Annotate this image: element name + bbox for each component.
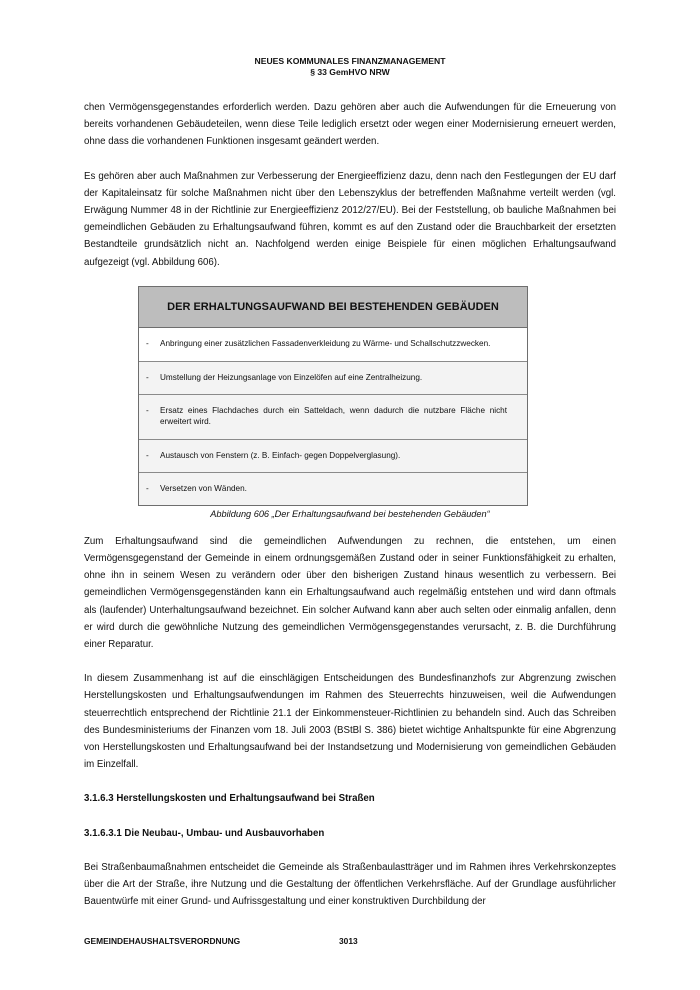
dash-bullet: - <box>146 405 149 415</box>
page-number: 3013 <box>339 936 358 946</box>
subsection-heading: 3.1.6.3.1 Die Neubau-, Umbau- und Ausbauvorhaben <box>84 827 325 839</box>
section-heading: 3.1.6.3 Herstellungskosten und Erhaltungsaufwand bei Straßen <box>84 793 375 805</box>
page-content <box>84 99 616 927</box>
paragraph: In diesem Zusammenhang ist auf die einschlägigen Entscheidungen des Bundesfinanzhofs zur Abgrenzung zwischen Herstellungskosten und Erhaltungsaufwendungen im Rahmen des Steuerrechts hinzuweisen, weil die Aufwendungen steuerrechtlich entsprechend der Richtlinie 21.1 der Einkommensteuer-Richtlinien zu behandeln sind. Auch das Schreiben des Bundesministeriums der Finanzen vom 18. Juli 2003 (BStBl S. 386) bietet wichtige Anhaltspunkte für eine Abgrenzung von Herstellungskosten und Erhaltungsaufwand bei der Instandsetzung und Modernisierung von gemeindlichen Gebäuden im Einzelfall. <box>84 673 616 771</box>
figure-row-text: Ersatz eines Flachdaches durch ein Satteldach, wenn dadurch die nutzbare Fläche nicht erweitert wird. <box>160 405 507 426</box>
paragraph: Zum Erhaltungsaufwand sind die gemeindlichen Aufwendungen zu rechnen, die entstehen, um einen Vermögensgegenstand der Gemeinde in einem ordnungsgemäßen Zustand oder in seiner Funktionsfähigkeit zu erhalten, ohne ihn in seinem Wesen zu verändern oder über den bisherigen Zustand hinaus wesentlich zu verbessern. Bei gemeindlichen Vermögensgegenständen kann ein Erhaltungsaufwand auch regelmäßig entstehen und wird dann oftmals als (laufender) Unterhaltungsaufwand bezeichnet. Ein solcher Aufwand kann aber auch selten oder einmalig anfallen, denn er wird durch die gewöhnliche Nutzung des gemeindlichen Vermögensgegenstandes verursacht, z. B. die Durchführung einer Reparatur. <box>84 535 616 651</box>
header-title: NEUES KOMMUNALES FINANZMANAGEMENT <box>254 56 446 66</box>
dash-bullet: - <box>146 483 149 493</box>
page-footer <box>84 936 616 946</box>
paragraph: Es gehören aber auch Maßnahmen zur Verbesserung der Energieeffizienz dazu, denn nach den Festlegungen der EU darf der Kapitaleinsatz für solche Maßnahmen nicht über den Lebenszyklus der betreffenden Maßnahme verteilt werden (vgl. Erwägung Nummer 48 in der Richtlinie zur Energieeffizienz 2012/27/EU). Bei der Feststellung, ob bauliche Maßnahmen bei gemeindlichen Gebäuden zu Erhaltungsaufwand führen, kommt es auf den Zustand oder die Brauchbarkeit der ersetzten Bestandteile grundsätzlich nicht an. Nachfolgend werden einige Beispiele für einen möglichen Erhaltungsaufwand aufgezeigt (vgl. Abbildung 606). <box>84 170 616 268</box>
paragraph: Bei Straßenbaumaßnahmen entscheidet die Gemeinde als Straßenbaulastträger und im Rahmen ihres Verkehrskonzeptes über die Art der Straße, ihre Nutzung und die Gestaltung der öffentlichen Verkehrsfläche. Auf der Grundlage ausführlicher Bauentwürfe mit einer Grund- und Aufrissgestaltung und einer konstruktiven Durchbildung der <box>84 861 616 908</box>
figure-row <box>139 439 527 472</box>
figure-row-text: Versetzen von Wänden. <box>160 483 247 493</box>
dash-bullet: - <box>146 338 149 348</box>
figure-caption: Abbildung 606 „Der Erhaltungsaufwand bei bestehenden Gebäuden“ <box>210 508 490 519</box>
footer-title: GEMEINDEHAUSHALTSVERORDNUNG <box>84 936 241 946</box>
header-subtitle: § 33 GemHVO NRW <box>310 67 390 77</box>
figure-row <box>139 472 527 505</box>
figure-row <box>139 394 527 439</box>
figure-row-text: Umstellung der Heizungsanlage von Einzelöfen auf eine Zentralheizung. <box>160 372 423 382</box>
figure-row-text: Austausch von Fenstern (z. B. Einfach- gegen Doppelverglasung). <box>160 450 401 460</box>
figure-row <box>139 361 527 394</box>
dash-bullet: - <box>146 372 149 382</box>
paragraph: chen Vermögensgegenstandes erforderlich werden. Dazu gehören aber auch die Aufwendungen für die Erneuerung von bereits vorhandenen Gebäudeteilen, wenn diese Teile lediglich ersetzt oder wegen einer Modernisierung erneuert werden, ohne dass die vorhandenen Funktionen insgesamt geändert werden. <box>84 102 616 148</box>
figure-row <box>139 328 527 361</box>
figure-title: DER ERHALTUNGSAUFWAND BEI BESTEHENDEN GEBÄUDEN <box>139 287 527 328</box>
figure-table <box>138 286 528 506</box>
dash-bullet: - <box>146 450 149 460</box>
figure-row-text: Anbringung einer zusätzlichen Fassadenverkleidung zu Wärme- und Schallschutzzwecken. <box>160 338 491 348</box>
page-header <box>0 56 700 78</box>
